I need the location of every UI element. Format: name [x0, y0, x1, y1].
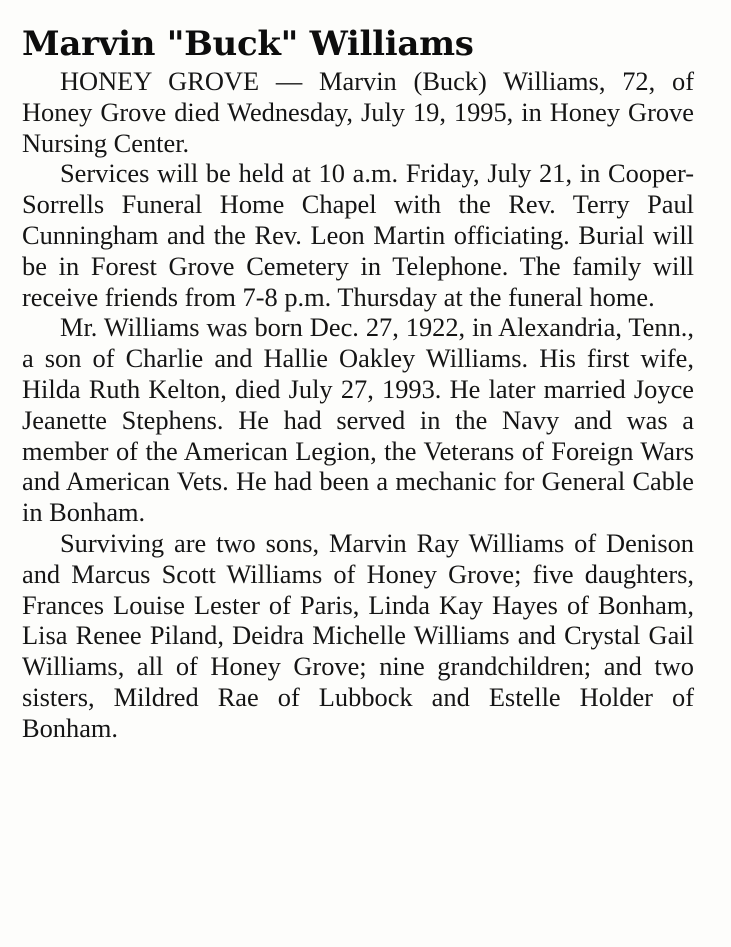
paragraph-services: Services will be held at 10 a.m. Friday, July 21, in Cooper-Sorrells Funeral Home Chapel with the Rev. Terry Paul Cunningham and the Rev. Leon Martin officiating. Burial will be in Forest Grove Cemetery in Telephone. The family will receive friends from 7-8 p.m. Thursday at the funeral home. [22, 158, 694, 312]
paragraph-survivors: Surviving are two sons, Marvin Ray Williams of Denison and Marcus Scott Williams of Honey Grove; five daughters, Frances Louise Lester of Paris, Linda Kay Hayes of Bonham, Lisa Renee Piland, Deidra Michelle Williams and Crystal Gail Williams, all of Honey Grove; nine grandchildren; and two sisters, Mildred Rae of Lubbock and Estelle Holder of Bonham. [22, 527, 694, 743]
paragraph-death-notice: HONEY GROVE — Marvin (Buck) Williams, 72, of Honey Grove died Wednesday, July 19, 1995, in Honey Grove Nursing Center. [22, 66, 694, 158]
headline: Marvin "Buck" Williams [22, 24, 474, 64]
paragraph-biography: Mr. Williams was born Dec. 27, 1922, in Alexandria, Tenn., a son of Charlie and Hallie Oakley Williams. His first wife, Hilda Ruth Kelton, died July 27, 1993. He later married Joyce Jeanette Stephens. He had served in the Navy and was a member of the American Legion, the Veterans of Foreign Wars and American Vets. He had been a mechanic for General Cable in Bonham. [22, 312, 694, 528]
